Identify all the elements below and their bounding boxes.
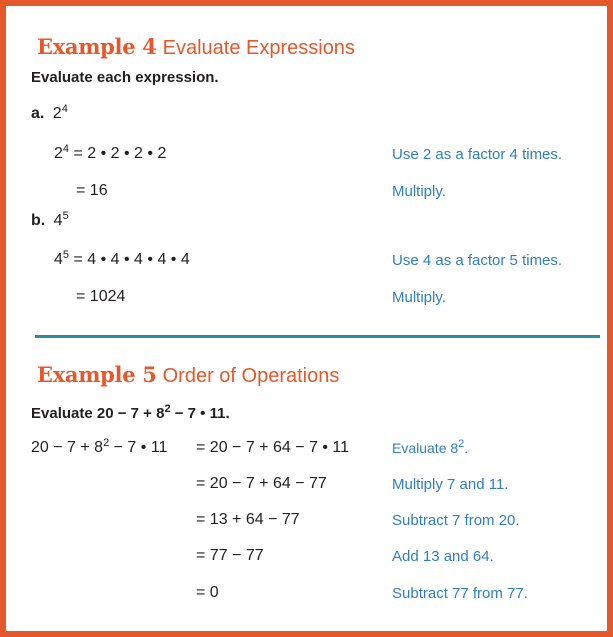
example-5-title: Order of Operations xyxy=(162,365,340,387)
example-5-step-5-note: Subtract 77 from 77. xyxy=(392,585,528,602)
part-b-step-2-rhs: = 1024 xyxy=(76,288,126,305)
part-b-letter: b. xyxy=(31,212,46,229)
part-a-step-1-rhs: = 2 • 2 • 2 • 2 xyxy=(73,145,167,162)
part-a-heading xyxy=(31,103,68,122)
example-5-step-5-rhs: = 0 xyxy=(196,584,219,601)
example-4-label: Example 4 xyxy=(37,34,157,59)
example-4-instruction: Evaluate each expression. xyxy=(31,69,219,86)
part-a-letter: a. xyxy=(31,105,45,122)
part-b-step-1-note: Use 4 as a factor 5 times. xyxy=(392,252,563,269)
part-a-expression: $2^4$ xyxy=(52,103,68,122)
part-b-step-1-rhs: = 4 • 4 • 4 • 4 • 4 xyxy=(73,251,190,268)
part-b-step-1-lhs: $4^5$ xyxy=(54,249,70,268)
part-a-step-2-rhs: = 16 xyxy=(76,182,108,199)
example-5-step-2-note: Multiply 7 and 11. xyxy=(392,476,509,493)
part-a-step-2-note: Multiply. xyxy=(392,183,446,200)
part-b-step-2-note: Multiply. xyxy=(392,289,446,306)
part-b-heading xyxy=(31,210,69,229)
example-5-step-2-rhs: = 20 − 7 + 64 − 77 xyxy=(196,475,327,492)
example-4-title: Evaluate Expressions xyxy=(162,37,355,59)
part-b-step-1 xyxy=(54,249,190,268)
example-5-step-4-rhs: = 77 − 77 xyxy=(196,547,264,564)
example-5-step-1-note: Evaluate $8^2$. xyxy=(392,438,469,456)
example-5-label: Example 5 xyxy=(37,362,157,387)
part-a-step-1-lhs: $2^4$ xyxy=(54,143,70,162)
part-a-step-1-note: Use 2 as a factor 4 times. xyxy=(392,146,563,163)
example-5-instruction: Evaluate $20 - 7 + 8^2 - 7$ • 11. xyxy=(31,403,230,422)
example-5-step-4-note: Add 13 and 64. xyxy=(392,548,494,565)
part-b-expression: $4^5$ xyxy=(53,210,69,229)
example-5-step-3-note: Subtract 7 from 20. xyxy=(392,512,520,529)
part-a-step-1 xyxy=(54,143,167,162)
example-5-heading xyxy=(37,364,339,386)
example-4-heading xyxy=(37,36,355,58)
example-5-start-expression: $20 - 7 + 8^2 - 7$ • 11 xyxy=(31,437,168,456)
example-5-step-1-rhs: = 20 − 7 + 64 − 7 • 11 xyxy=(196,439,349,456)
section-divider xyxy=(35,335,600,338)
example-5-step-3-rhs: = 13 + 64 − 77 xyxy=(196,511,300,528)
